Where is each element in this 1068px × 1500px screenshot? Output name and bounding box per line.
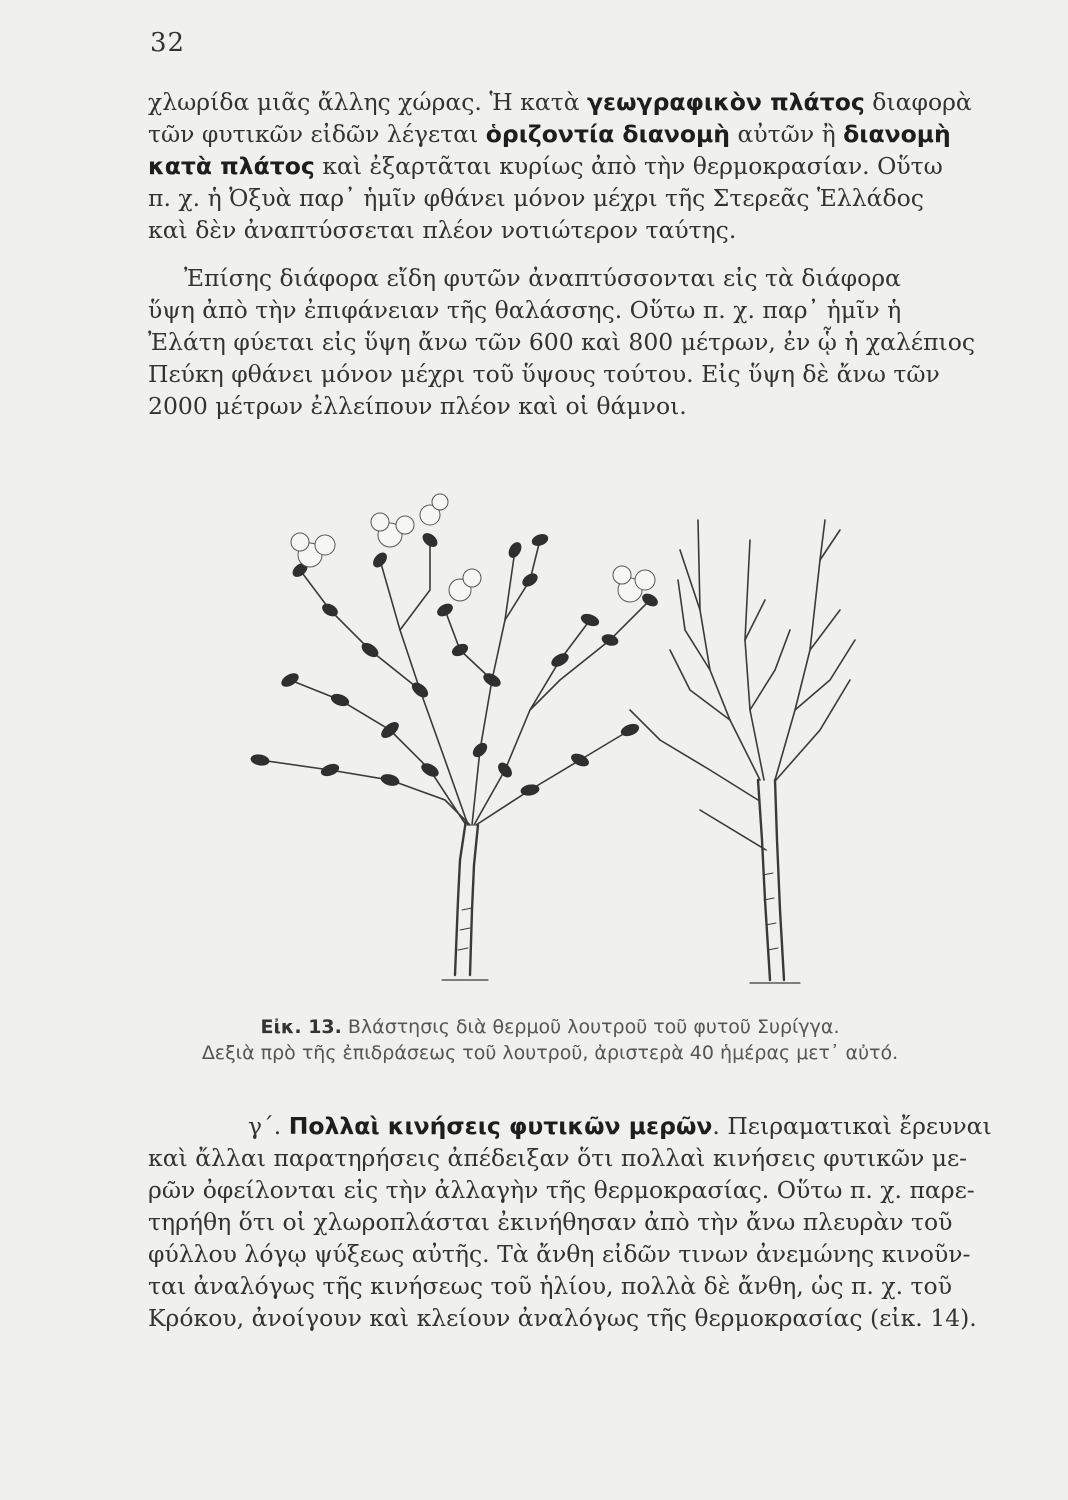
paragraph-1	[148, 86, 972, 246]
bold-term-latitude: γεωγραφικὸν πλάτος	[587, 88, 865, 116]
p3-line-4: τηρήθη ὅτι οἱ χλωροπλάσται ἐκινήθησαν ἀπὸ τὴν ἄνω πλευρὰν τοῦ	[148, 1208, 953, 1236]
caption-line-1: Εἰκ. 13. Βλάστησις διὰ θερμοῦ λουτροῦ τοῦ φυτοῦ Συρίγγα.	[260, 1016, 840, 1038]
section-heading-plant-movements: Πολλαὶ κινήσεις φυτικῶν μερῶν	[288, 1112, 713, 1140]
p3-line-5: φύλλου λόγῳ ψύξεως αὐτῆς. Τὰ ἄνθη εἰδῶν τινων ἀνεμώνης κινοῦν-	[148, 1240, 971, 1268]
paragraph-3	[148, 1110, 992, 1334]
syringa-branches-drawing	[230, 480, 860, 1010]
p3-line-3: ρῶν ὀφείλονται εἰς τὴν ἀλλαγὴν τῆς θερμοκρασίας. Οὕτω π. χ. παρε-	[148, 1176, 975, 1204]
paragraph-2	[148, 262, 976, 422]
p2-line-4: Πεύκη φθάνει μόνον μέχρι τοῦ ὕψους τούτου. Εἰς ὕψη δὲ ἄνω τῶν	[148, 360, 940, 388]
p2-line-2: ὕψη ἀπὸ τὴν ἐπιφάνειαν τῆς θαλάσσης. Οὕτω π. χ. παρ᾽ ἡμῖν ἡ	[148, 296, 902, 324]
p3-line-1: γ΄. Πολλαὶ κινήσεις φυτικῶν μερῶν. Πειραματικαὶ ἔρευναι	[248, 1112, 992, 1140]
figure-caption	[160, 1016, 940, 1064]
p3-line-6: ται ἀναλόγως τῆς κινήσεως τοῦ ἡλίου, πολλὰ δὲ ἄνθη, ὡς π. χ. τοῦ	[148, 1272, 952, 1300]
p1-line-1: χλωρίδα μιᾶς ἄλλης χώρας. Ἡ κατὰ γεωγραφικὸν πλάτος διαφορὰ	[148, 88, 972, 116]
p2-line-1: Ἐπίσης διάφορα εἴδη φυτῶν ἀναπτύσσονται εἰς τὰ διάφορα	[184, 264, 901, 292]
bold-term-distribution: διανομὴ	[843, 120, 951, 148]
p1-line-5: καὶ δὲν ἀναπτύσσεται πλέον νοτιώτερον ταύτης.	[148, 216, 737, 244]
bold-term-horizontal-distribution: ὁριζοντία διανομὴ	[485, 120, 731, 148]
p1-line-4: π. χ. ἡ Ὀξυὰ παρ᾽ ἡμῖν φθάνει μόνον μέχρι τῆς Στερεᾶς Ἑλλάδος	[148, 184, 924, 212]
figure-label: Εἰκ. 13.	[260, 1016, 342, 1038]
caption-line-2: Δεξιὰ πρὸ τῆς ἐπιδράσεως τοῦ λουτροῦ, ἀριστερὰ 40 ἡμέρας μετ᾽ αὐτό.	[201, 1042, 899, 1064]
page-number: 32	[150, 28, 186, 58]
bold-term-by-latitude: κατὰ πλάτος	[148, 152, 315, 180]
p3-line-7: Κρόκου, ἀνοίγουν καὶ κλείουν ἀναλόγως τῆς θερμοκρασίας (εἰκ. 14).	[148, 1304, 977, 1332]
p2-line-3: Ἐλάτη φύεται εἰς ὕψη ἄνω τῶν 600 καὶ 800 μέτρων, ἐν ᾧ ἡ χαλέπιος	[148, 328, 976, 356]
p1-line-3: κατὰ πλάτος καὶ ἐξαρτᾶται κυρίως ἀπὸ τὴν θερμοκρασίαν. Οὕτω	[148, 152, 943, 180]
p3-line-2: καὶ ἄλλαι παρατηρήσεις ἀπέδειξαν ὅτι πολλαὶ κινήσεις φυτικῶν με-	[148, 1144, 968, 1172]
p2-line-5: 2000 μέτρων ἐλλείπουν πλέον καὶ οἱ θάμνοι.	[148, 392, 687, 420]
figure-syringa-illustration	[230, 480, 860, 1010]
p1-line-2: τῶν φυτικῶν εἰδῶν λέγεται ὁριζοντία διανομὴ αὐτῶν ἢ διανομὴ	[148, 120, 951, 148]
